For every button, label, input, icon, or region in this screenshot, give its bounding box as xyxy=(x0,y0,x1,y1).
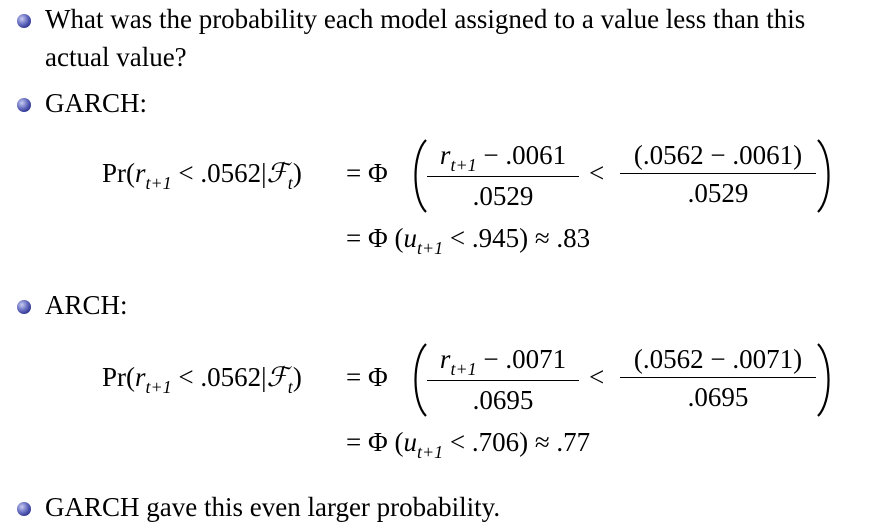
garch-lhs-sub: t+1 xyxy=(145,173,172,193)
arch-line2-u: u xyxy=(403,427,417,457)
garch-eq-phi: = Φ xyxy=(346,158,388,188)
arch-line2-prefix: = Φ ( xyxy=(346,427,404,457)
arch-frac1-bar xyxy=(427,380,579,381)
arch-line2-sub: t+1 xyxy=(416,442,444,462)
bullet-text-arch: ARCH: xyxy=(45,290,128,320)
bullet-dot-icon xyxy=(17,14,31,28)
arch-frac1-numerator xyxy=(427,344,579,377)
arch-line2 xyxy=(346,427,591,462)
garch-frac2-numerator: (.0562 − .0061) xyxy=(633,140,803,170)
garch-frac1-sub: t+1 xyxy=(450,155,477,175)
garch-right-paren-icon xyxy=(814,138,836,214)
arch-frac2-bar xyxy=(620,377,816,378)
bullet-text-line2: actual value? xyxy=(45,42,187,72)
garch-frac1-denominator: .0529 xyxy=(472,181,534,212)
garch-line2-prefix: = Φ ( xyxy=(346,223,404,253)
garch-lhs-rest: < .0562| xyxy=(171,158,267,188)
bullet-text-conclusion: GARCH gave this even larger probability. xyxy=(45,492,501,522)
garch-lhs-F: ℱ xyxy=(266,158,288,188)
arch-frac2-numerator: (.0562 − .0071) xyxy=(633,344,803,374)
bullet-dot-icon xyxy=(17,502,31,516)
garch-frac2-denominator: .0529 xyxy=(687,178,749,209)
arch-frac1-denominator: .0695 xyxy=(472,385,534,416)
arch-lhs-Fsub: t xyxy=(287,377,293,397)
garch-lhs-close: ) xyxy=(292,158,302,188)
bullet-item-arch xyxy=(0,288,872,322)
garch-lhs xyxy=(102,158,302,193)
arch-lhs-rest: < .0562| xyxy=(171,362,267,392)
garch-frac1-bar xyxy=(427,176,579,177)
garch-line2-sub: t+1 xyxy=(416,238,444,258)
arch-lhs-sub: t+1 xyxy=(145,377,172,397)
garch-line2-u: u xyxy=(403,223,417,253)
garch-frac2-bar xyxy=(620,173,816,174)
arch-lhs-r: r xyxy=(135,362,146,392)
arch-lt: < xyxy=(589,362,605,392)
garch-lhs-r: r xyxy=(135,158,146,188)
arch-eq-phi: = Φ xyxy=(346,362,388,392)
bullet-dot-icon xyxy=(17,300,31,314)
bullet-item-question xyxy=(0,2,872,72)
arch-right-paren-icon xyxy=(814,342,836,418)
arch-frac2-denominator: .0695 xyxy=(687,382,749,413)
arch-fraction-2 xyxy=(620,344,816,412)
garch-line2-rest: < .945) ≈ .83 xyxy=(443,223,591,253)
bullet-item-garch xyxy=(0,86,872,120)
garch-lt: < xyxy=(589,158,605,188)
garch-fraction-1 xyxy=(427,140,579,211)
bullet-text-line1: What was the probability each model assigned to a value less than this xyxy=(45,4,806,34)
garch-frac1-r: r xyxy=(439,140,451,170)
arch-fraction-1 xyxy=(427,344,579,415)
garch-line2 xyxy=(346,223,591,258)
bullet-item-conclusion xyxy=(0,490,872,524)
bullet-dot-icon xyxy=(17,98,31,112)
arch-lhs-pr: Pr( xyxy=(102,362,135,392)
arch-lhs-F: ℱ xyxy=(266,362,288,392)
garch-frac1-numerator xyxy=(427,140,579,173)
arch-frac1-rest: − .0071 xyxy=(476,344,567,374)
garch-lhs-Fsub: t xyxy=(287,173,293,193)
arch-line2-rest: < .706) ≈ .77 xyxy=(443,427,591,457)
garch-lhs-pr: Pr( xyxy=(102,158,135,188)
arch-lhs-close: ) xyxy=(292,362,302,392)
garch-fraction-2 xyxy=(620,140,816,208)
arch-frac1-r: r xyxy=(439,344,451,374)
arch-frac1-sub: t+1 xyxy=(450,359,477,379)
garch-frac1-rest: − .0061 xyxy=(476,140,567,170)
arch-lhs xyxy=(102,362,302,397)
bullet-text-garch: GARCH: xyxy=(45,88,148,118)
